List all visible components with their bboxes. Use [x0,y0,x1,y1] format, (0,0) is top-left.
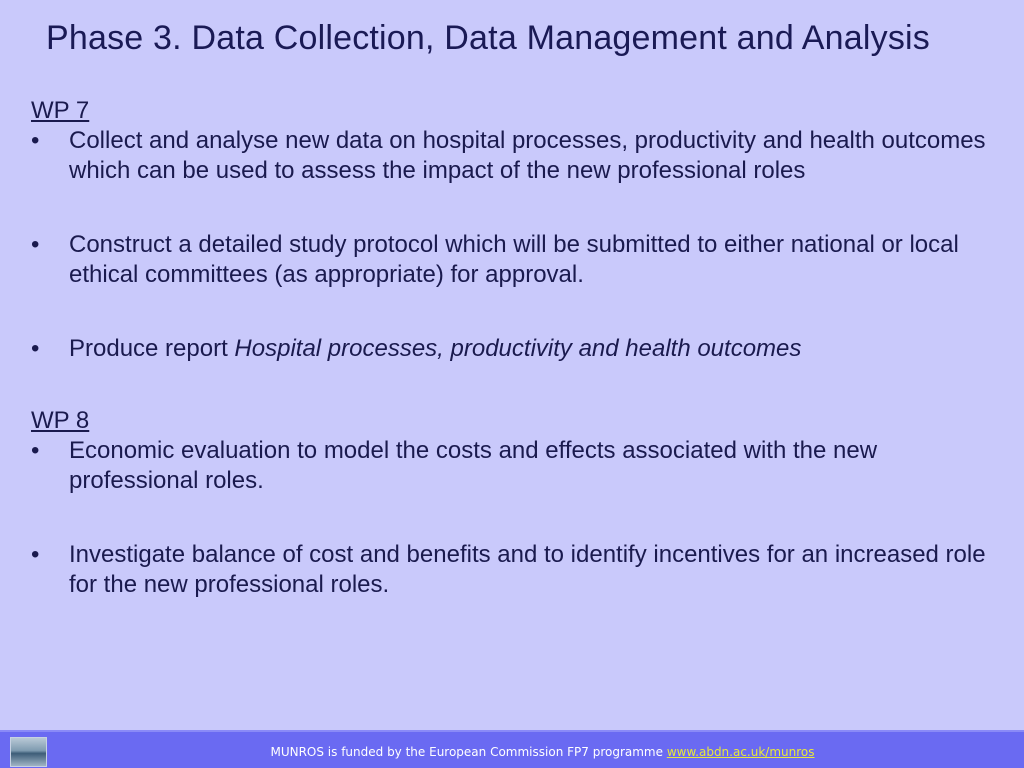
footer-funding-text: MUNROS is funded by the European Commission FP7 programme [270,745,667,759]
footer-website-link[interactable]: www.abdn.ac.uk/munros [666,745,815,759]
wp8-bullet-1: • Economic evaluation to model the costs and effects associated with the new professional roles. [31,436,991,496]
wp7-bullet-2: • Construct a detailed study protocol which will be submitted to either national or local ethical committees (as appropriate) for approval. [31,230,991,290]
wp7-heading: WP 7 [31,97,90,124]
wp8-bullet-2: • Investigate balance of cost and benefits and to identify incentives for an increased role for the new professional roles. [31,540,991,600]
footer-bar [0,730,1024,768]
slide-content [31,96,991,600]
wp8-bullet-list [31,436,991,600]
wp8-heading: WP 8 [31,407,90,434]
wp7-bullet-list [31,126,991,364]
report-prefix: Produce report [69,335,235,362]
footer-text [0,745,1024,759]
report-title: Hospital processes, productivity and health outcomes [234,335,802,362]
wp7-bullet-1: • Collect and analyse new data on hospital processes, productivity and health outcomes which can be used to assess the impact of the new professional roles [31,126,991,186]
wp7-bullet-report [31,334,991,364]
slide-title: Phase 3. Data Collection, Data Management and Analysis [46,19,930,57]
